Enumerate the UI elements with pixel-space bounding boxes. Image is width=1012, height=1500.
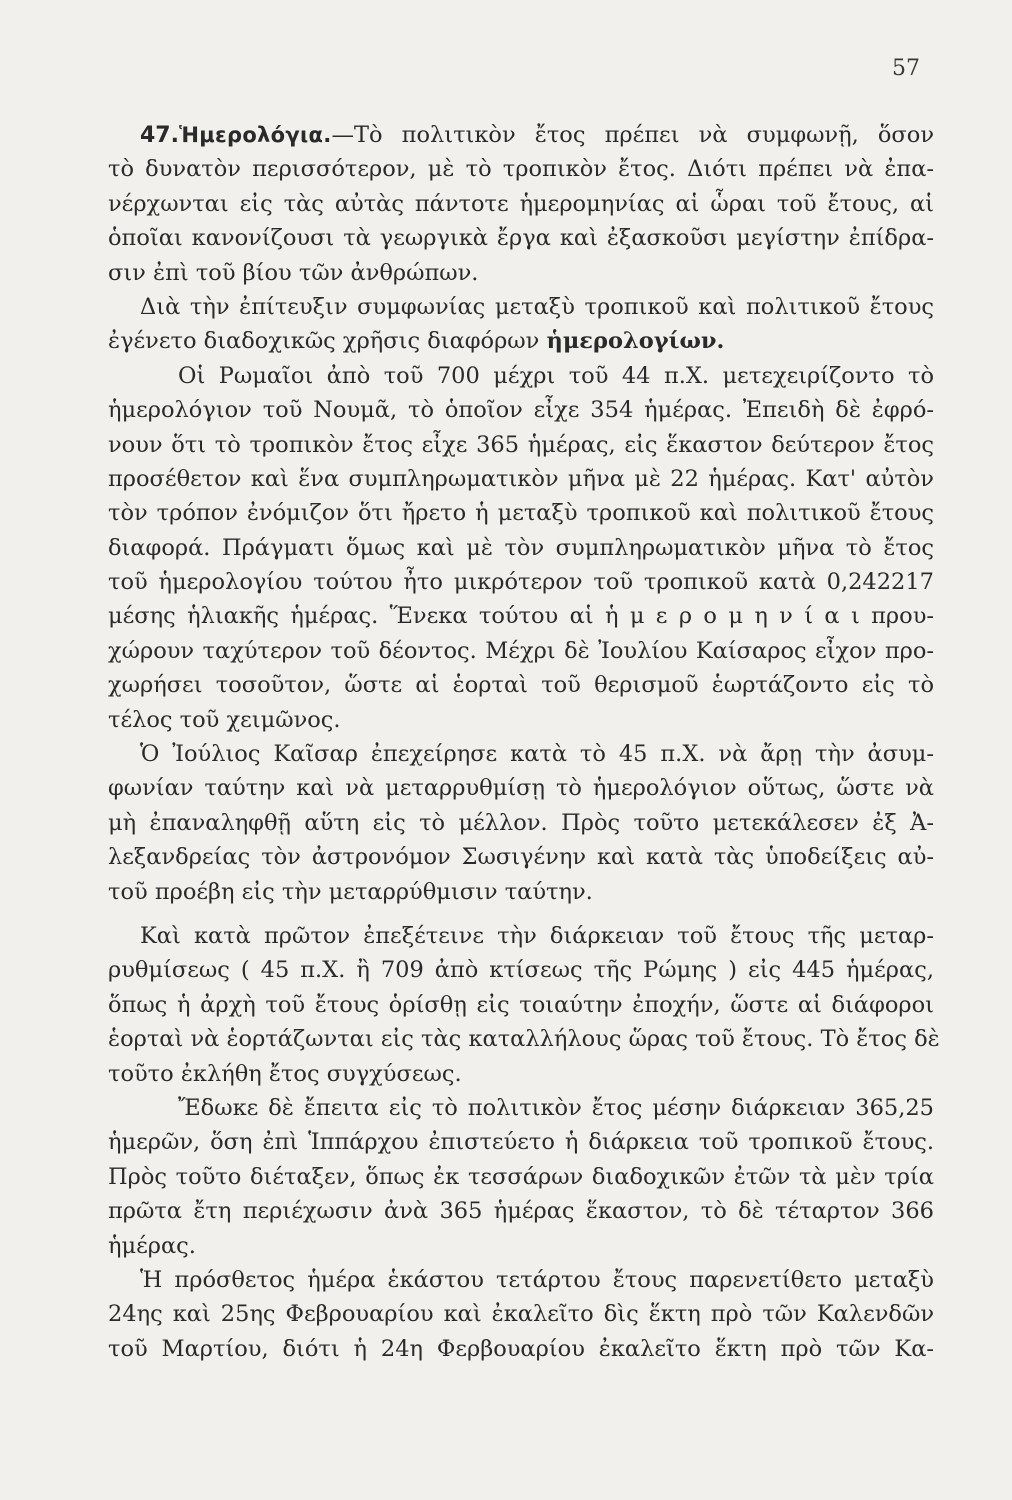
text-line: διαφορά. Πράγματι ὅμως καὶ μὲ τὸν συμπληρωματικὸν μῆνα τὸ ἔτος [108, 534, 934, 561]
text-line: χωρήσει τοσοῦτον, ὥστε αἱ ἑορταὶ τοῦ θερισμοῦ ἑωρτάζοντο εἰς τὸ [108, 672, 934, 699]
text-line: φωνίαν ταύτην καὶ νὰ μεταρρυθμίσῃ τὸ ἡμερολόγιον οὕτως, ὥστε νὰ [108, 775, 934, 802]
section-title: Ἡμερολόγια. [178, 123, 332, 147]
text-line: —Τὸ πολιτικὸν ἔτος πρέπει νὰ συμφωνῇ, ὅσον [331, 122, 934, 148]
text-line: Καὶ κατὰ πρῶτον ἐπεξέτεινε τὴν διάρκειαν τοῦ ἔτους τῆς μεταρ- [140, 922, 934, 949]
text-line: 24ης καὶ 25ης Φεβρουαρίου καὶ ἐκαλεῖτο δὶς ἕκτη πρὸ τῶν Καλενδῶν [108, 1301, 934, 1328]
text-line-heading [108, 118, 934, 152]
text-line: Ἡ πρόσθετος ἡμέρα ἑκάστου τετάρτου ἔτους παρενετίθετο μεταξὺ [140, 1266, 934, 1293]
text-line: Οἱ Ρωμαῖοι ἀπὸ τοῦ 700 μέχρι τοῦ 44 π.Χ. μετεχειρίζοντο τὸ [178, 362, 934, 389]
text-line: ἡμερολόγιον τοῦ Νουμᾶ, τὸ ὁποῖον εἶχε 354 ἡμέρας. Ἐπειδὴ δὲ ἐφρό- [108, 397, 934, 424]
text-line: τὸν τρόπον ἐνόμιζον ὅτι ἤρετο ἡ μεταξὺ τροπικοῦ καὶ πολιτικοῦ ἔτους [108, 500, 934, 527]
text-line [108, 324, 934, 358]
text-line: προσέθετον καὶ ἕνα συμπληρωματικὸν μῆνα μὲ 22 ἡμέρας. Κατ' αὐτὸν [108, 465, 934, 492]
text-line: Διὰ τὴν ἐπίτευξιν συμφωνίας μεταξὺ τροπικοῦ καὶ πολιτικοῦ ἔτους [140, 293, 934, 320]
text-line: Πρὸς τοῦτο διέταξεν, ὅπως ἐκ τεσσάρων διαδοχικῶν ἐτῶν τὰ μὲν τρία [108, 1163, 934, 1190]
text-line: Ἔδωκε δὲ ἔπειτα εἰς τὸ πολιτικὸν ἔτος μέσην διάρκειαν 365,25 [178, 1094, 934, 1121]
bold-term: ἡμερολογίων. [546, 328, 725, 355]
text-line: τοῦ Μαρτίου, διότι ἡ 24η Φερβουαρίου ἐκαλεῖτο ἕκτη πρὸ τῶν Κα- [108, 1335, 934, 1362]
page-number: 57 [892, 56, 920, 81]
section-number: 47. [140, 123, 179, 148]
text-line: τοῦ προέβη εἰς τὴν μεταρρύθμισιν ταύτην. [108, 878, 593, 905]
text-line: πρῶτα ἔτη περιέχωσιν ἀνὰ 365 ἡμέρας ἕκαστον, τὸ δὲ τέταρτον 366 [108, 1198, 934, 1225]
text-line: τοῦτο ἐκλήθη ἔτος συγχύσεως. [108, 1060, 462, 1087]
text-line: ἡμέρας. [108, 1232, 196, 1259]
text-line: ρυθμίσεως ( 45 π.Χ. ἢ 709 ἀπὸ κτίσεως τῆς Ρώμης ) εἰς 445 ἡμέρας, [108, 957, 934, 984]
text-line: τοῦ ἡμερολογίου τούτου ἦτο μικρότερον τοῦ τροπικοῦ κατὰ 0,242217 [108, 569, 934, 596]
text-line: μέσης ἡλιακῆς ἡμέρας. Ἕνεκα τούτου αἱ ἡ μ ε ρ ο μ η ν ί α ι πρου- [108, 603, 934, 630]
text-line: χώρουν ταχύτερον τοῦ δέοντος. Μέχρι δὲ Ἰουλίου Καίσαρος εἶχον προ- [108, 637, 934, 664]
text-fragment: ἐγένετο διαδοχικῶς χρῆσις διαφόρων [108, 328, 547, 355]
text-line: ὁποῖαι κανονίζουσι τὰ γεωργικὰ ἔργα καὶ ἐξασκοῦσι μεγίστην ἐπίδρα- [108, 225, 934, 252]
text-line: λεξανδρείας τὸν ἀστρονόμον Σωσιγένην καὶ κατὰ τὰς ὑποδείξεις αὐ- [108, 844, 934, 871]
body-text [108, 118, 940, 1366]
text-line: σιν ἐπὶ τοῦ βίου τῶν ἀνθρώπων. [108, 259, 479, 286]
text-line: τὸ δυνατὸν περισσότερον, μὲ τὸ τροπικὸν ἔτος. Διότι πρέπει νὰ ἐπα- [108, 156, 934, 183]
text-line: ἡμερῶν, ὅση ἐπὶ Ἱππάρχου ἐπιστεύετο ἡ διάρκεια τοῦ τροπικοῦ ἔτους. [108, 1129, 934, 1156]
text-line: ὅπως ἡ ἀρχὴ τοῦ ἔτους ὁρίσθῃ εἰς τοιαύτην ἐποχήν, ὥστε αἱ διάφοροι [108, 991, 934, 1018]
text-line: νέρχωνται εἰς τὰς αὐτὰς πάντοτε ἡμερομηνίας αἱ ὧραι τοῦ ἔτους, αἱ [108, 190, 934, 217]
text-line: μὴ ἐπαναληφθῇ αὕτη εἰς τὸ μέλλον. Πρὸς τοῦτο μετεκάλεσεν ἐξ Ἀ- [108, 809, 934, 836]
text-line: νουν ὅτι τὸ τροπικὸν ἔτος εἶχε 365 ἡμέρας, εἰς ἕκαστον δεύτερον ἔτος [108, 431, 934, 458]
text-line: Ὁ Ἰούλιος Καῖσαρ ἐπεχείρησε κατὰ τὸ 45 π.Χ. νὰ ἄρῃ τὴν ἀσυμ- [140, 741, 934, 768]
text-line: ἑορταὶ νὰ ἑορτάζωνται εἰς τὰς καταλλήλους ὥρας τοῦ ἔτους. Τὸ ἔτος δὲ [108, 1026, 940, 1053]
text-line: τέλος τοῦ χειμῶνος. [108, 706, 341, 733]
